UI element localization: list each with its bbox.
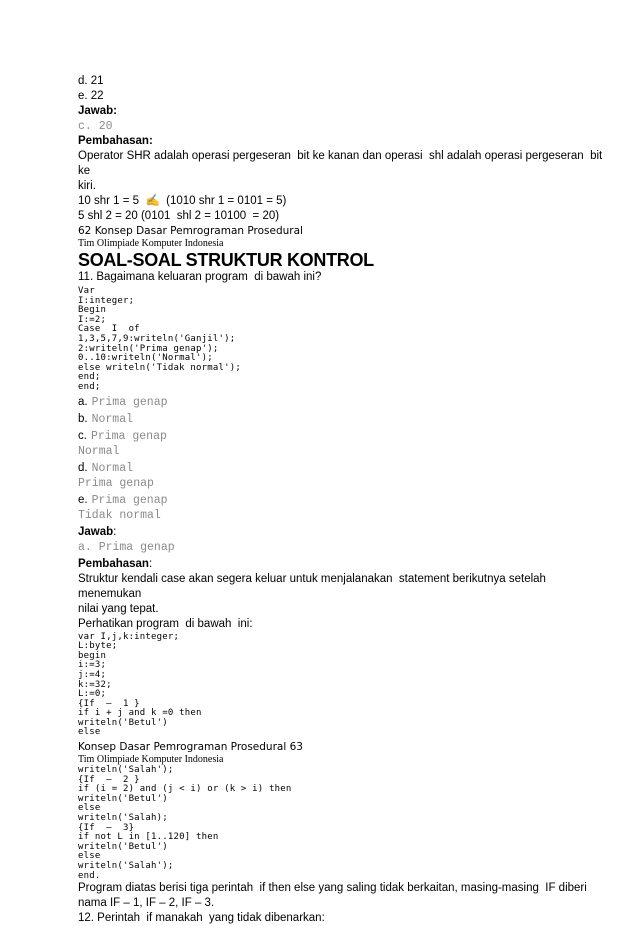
program-intro: Perhatikan program di bawah ini:: [78, 617, 253, 630]
code-block-1: [78, 287, 568, 393]
code-line: if not L in [1..120] then: [78, 832, 219, 843]
shr-example: 10 shr 1 = 5 ✍ (1010 shr 1 = 0101 = 5): [78, 195, 287, 207]
code-line: writeln('Salah);: [78, 813, 168, 824]
program-description-1: Program diatas berisi tiga perintah if then else yang saling tidak berkaitan, masing-masing IF diberi: [78, 882, 587, 895]
discussion-2-text-2: menemukan: [78, 587, 142, 600]
discussion-2-label: Pembahasan: [78, 557, 149, 570]
option-d-value-2: Prima genap: [78, 476, 154, 490]
code-line: I:=2;: [78, 314, 107, 325]
option-a-value: Prima genap: [91, 395, 168, 409]
code-line: if (i = 2) and (j < i) or (k > i) then: [78, 784, 292, 795]
code-line: 1,3,5,7,9:writeln('Ganjil');: [78, 333, 236, 344]
code-line: writeln('Betul'): [78, 841, 168, 852]
code-line: I:integer;: [78, 295, 135, 306]
document-page: [78, 74, 603, 926]
code-line: i:=3;: [78, 660, 107, 671]
code-line: k:=32;: [78, 679, 112, 690]
answer-2: [78, 523, 568, 540]
option-c-value-2: Normal: [78, 444, 120, 458]
page-footer-team: Tim Olimpiade Komputer Indonesia: [78, 238, 224, 249]
discussion-text-1: Operator SHR adalah operasi pergeseran bit ke kanan dan operasi shl adalah operasi pergeseran bit: [78, 150, 603, 162]
option-a-label: a.: [78, 395, 88, 408]
option-c: [78, 427, 568, 444]
code-line: var I,j,k:integer;: [78, 631, 180, 642]
option-b-value: Normal: [91, 412, 134, 426]
discussion-2-text-1: Struktur kendali case akan segera keluar untuk menjalanakan statement berikutnya setelah: [78, 572, 546, 585]
code-line: writeln('Salah');: [78, 861, 174, 871]
option-d: [78, 459, 568, 476]
shl-example: 5 shl 2 = 20 (0101 shl 2 = 10100 = 20): [78, 210, 280, 222]
option-e-value: Prima genap: [91, 493, 168, 507]
discussion-2-text-3: nilai yang tepat.: [78, 602, 159, 615]
code-line: writeln('Betul'): [78, 717, 168, 728]
code-line: Case I of: [78, 324, 140, 335]
option-b-label: b.: [78, 412, 88, 425]
option-e-value-2: Tidak normal: [78, 508, 161, 522]
discussion-2: [78, 555, 568, 572]
program-description-2: nama IF – 1, IF – 2, IF – 3.: [78, 897, 215, 910]
code-line: j:=4;: [78, 669, 107, 680]
code-line: 2:writeln('Prima genap');: [78, 343, 219, 354]
code-line: begin: [78, 650, 107, 661]
code-line: end;: [78, 372, 101, 383]
code-line: Begin: [78, 305, 107, 316]
code-block-3: [78, 766, 568, 881]
code-line: 0..10:writeln('Normal');: [78, 353, 213, 364]
discussion-text-2: ke: [78, 165, 91, 177]
question-12: 12. Perintah if manakah yang tidak dibenarkan:: [78, 912, 325, 925]
code-line: writeln('Salah');: [78, 765, 174, 776]
discussion-text-3: kiri.: [78, 180, 96, 192]
option-b: [78, 410, 568, 427]
option-e-label: e.: [78, 493, 88, 506]
code-line: L:=0;: [78, 689, 107, 700]
option-e-prev: e. 22: [78, 90, 104, 102]
answer-value: c. 20: [78, 120, 113, 133]
option-d-value: Normal: [91, 461, 134, 475]
option-a: [78, 393, 568, 410]
code-line: writeln('Betul'): [78, 793, 168, 804]
answer-2-colon: :: [113, 525, 117, 538]
option-c-value: Prima genap: [90, 429, 167, 443]
option-d-prev: d. 21: [78, 75, 104, 87]
code-line: else: [78, 851, 101, 862]
code-line: {If – 1 }: [78, 698, 140, 709]
code-line: end;: [78, 381, 101, 392]
page-footer-title: 62 Konsep Dasar Pemrograman Prosedural: [78, 225, 303, 237]
code-line: end.: [78, 870, 101, 881]
code-line: L:byte;: [78, 641, 118, 652]
answer-2-value: a. Prima genap: [78, 540, 175, 554]
code-line: else: [78, 727, 101, 738]
discussion-label: Pembahasan:: [78, 135, 153, 147]
code-line: else: [78, 803, 101, 814]
section-heading: SOAL-SOAL STRUKTUR KONTROL: [78, 250, 374, 270]
option-d-label: d.: [78, 461, 88, 474]
code-line: {If – 2 }: [78, 774, 140, 785]
code-block-2: [78, 633, 568, 739]
code-line: if i + j and k =0 then: [78, 708, 202, 719]
code-line: else writeln('Tidak normal');: [78, 362, 241, 373]
option-c-label: c.: [78, 429, 87, 442]
page-header-team: Tim Olimpiade Komputer Indonesia: [78, 754, 224, 766]
option-e: [78, 491, 568, 508]
discussion-2-colon: :: [148, 557, 153, 570]
answer-label: Jawab:: [78, 105, 117, 117]
answer-2-label: Jawab: [78, 525, 114, 538]
page-header-title: Konsep Dasar Pemrograman Prosedural 63: [78, 741, 303, 754]
question-11: 11. Bagaimana keluaran program di bawah ini?: [78, 271, 322, 283]
code-line: Var: [78, 286, 95, 296]
code-line: {If – 3}: [78, 822, 135, 833]
